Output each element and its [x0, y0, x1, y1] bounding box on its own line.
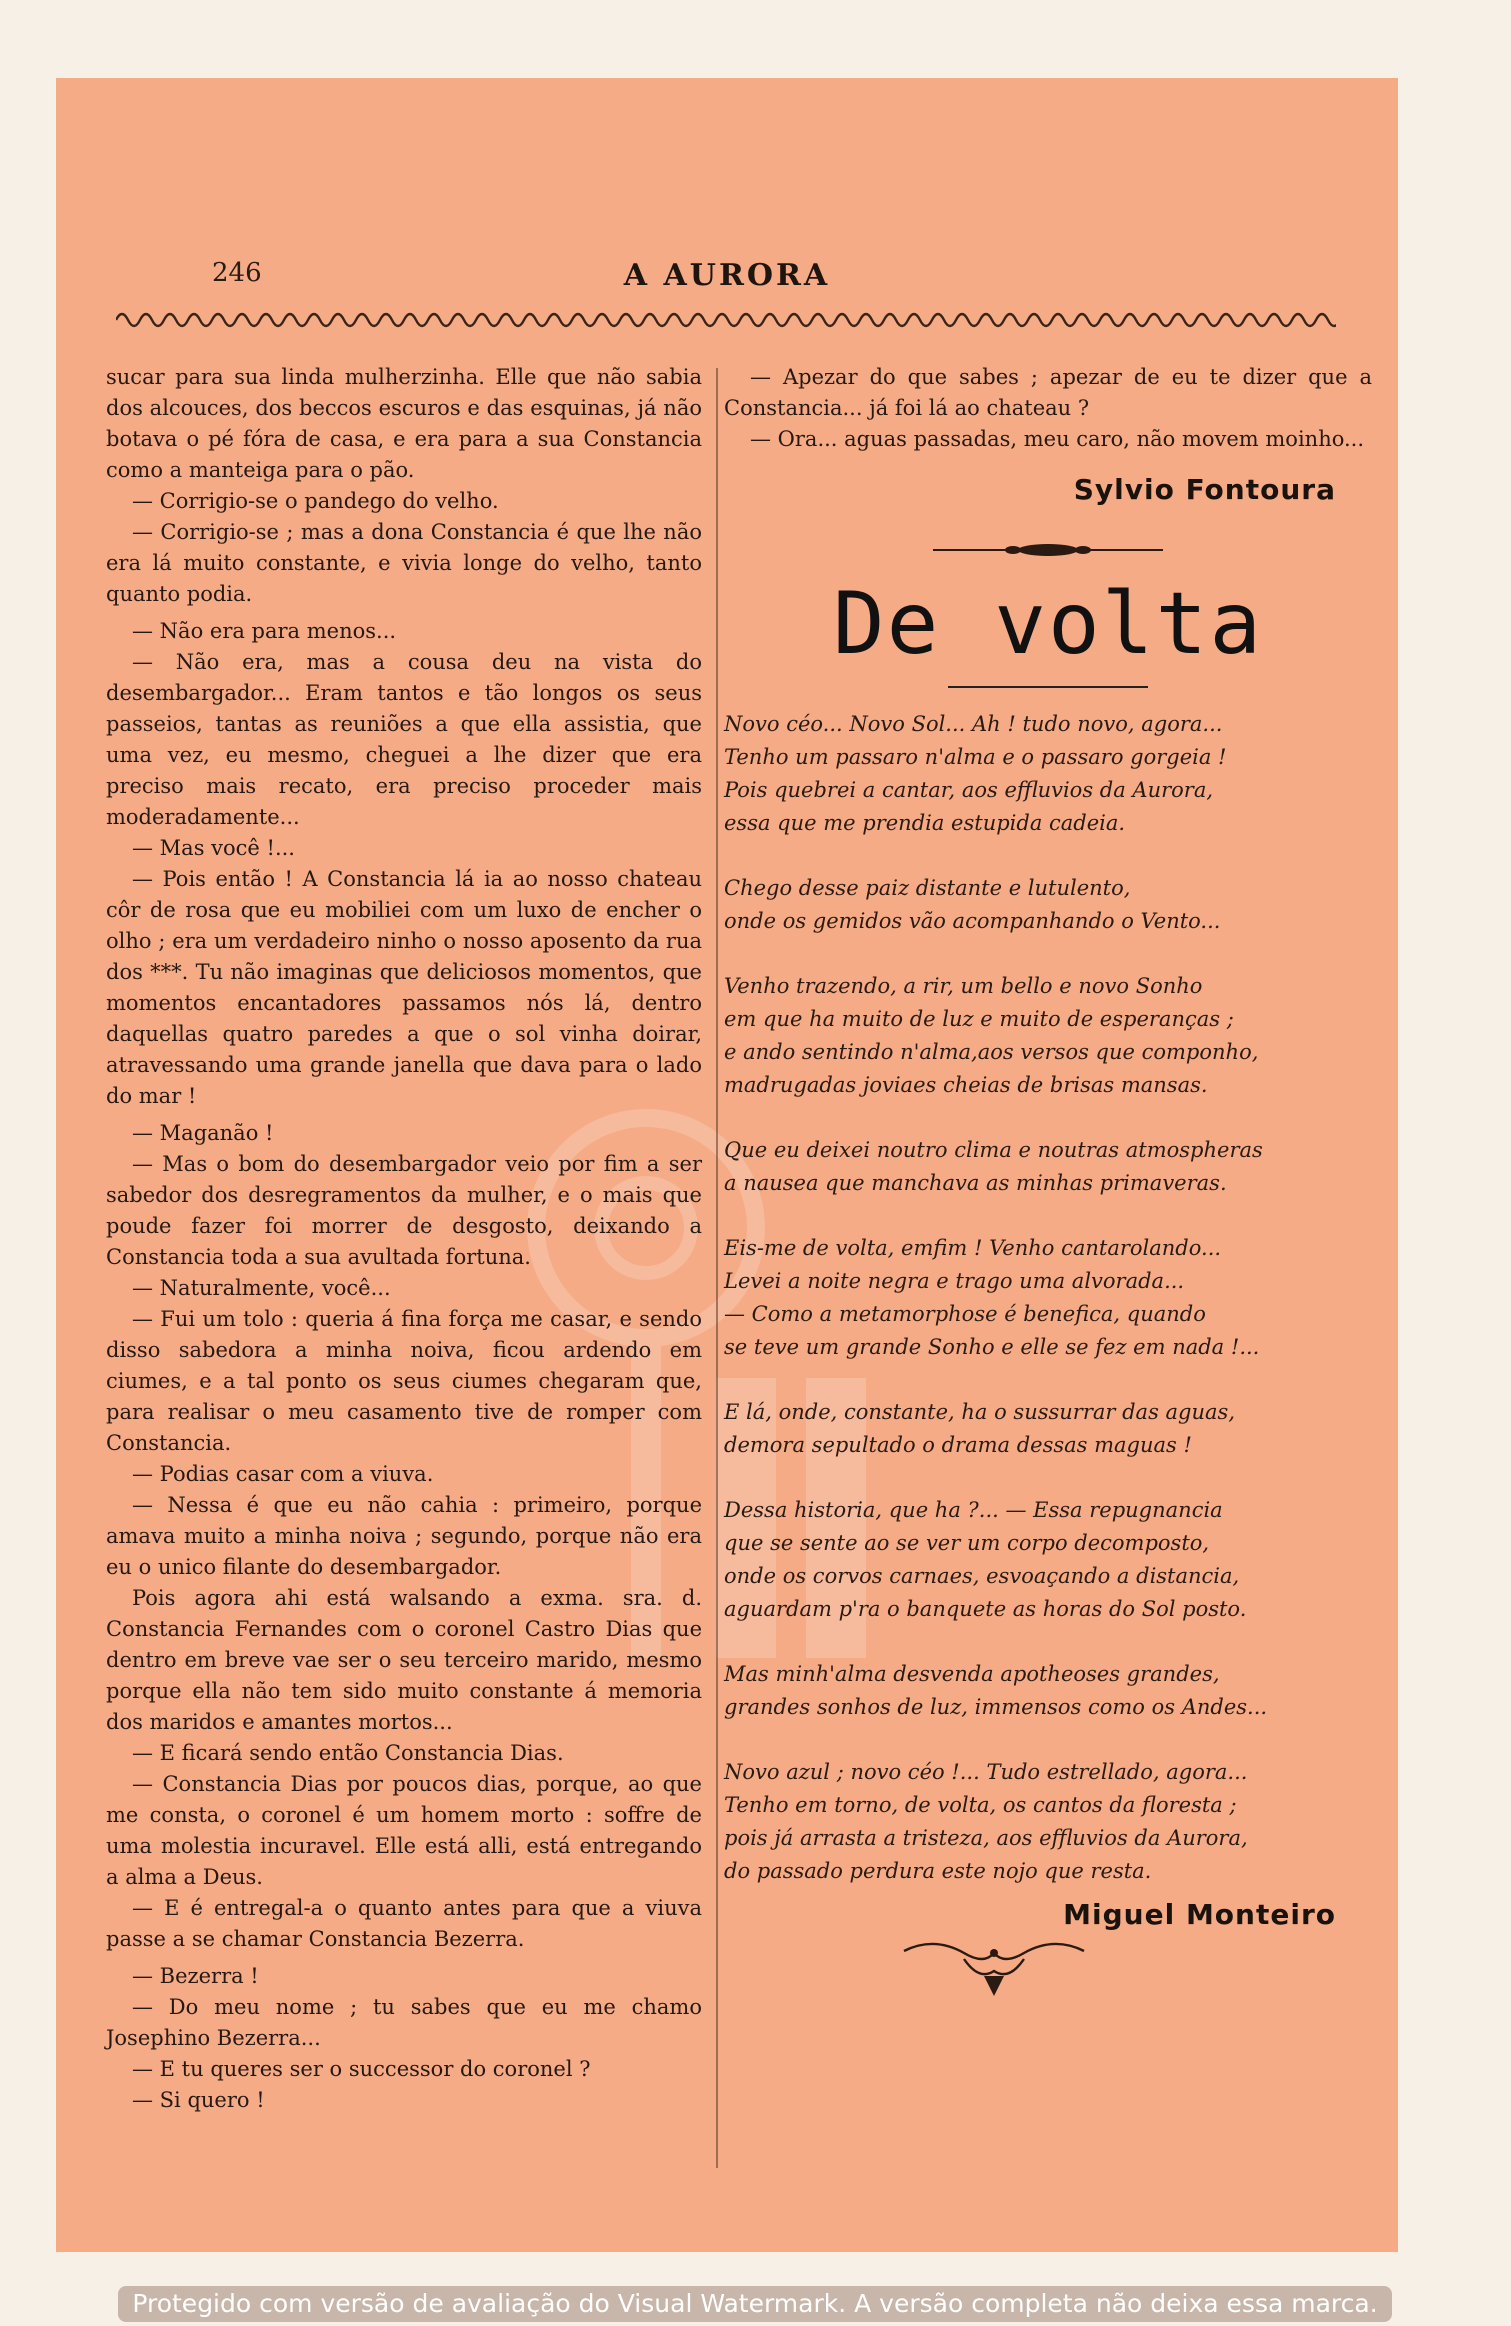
poem-line: em que ha muito de luz e muito de esperanças ;	[724, 1007, 1234, 1031]
poem-line: Eis-me de volta, emfim ! Venho cantarolando...	[724, 1236, 1222, 1260]
poem-line: E lá, onde, constante, ha o sussurrar das aguas,	[724, 1400, 1235, 1424]
poem-line: Chego desse paiz distante e lutulento,	[724, 876, 1131, 900]
poem-line: Venho trazendo, a rir, um bello e novo Sonho	[724, 974, 1203, 998]
title-underline	[948, 686, 1148, 688]
paragraph: sucar para sua linda mulherzinha. Elle que não sabia dos alcouces, dos beccos escuros e das esquinas, já não botava o pé fóra de casa, e era para a sua Constancia como a manteiga para o pão.	[106, 365, 702, 482]
poem-stanza	[724, 872, 1372, 938]
poem-line: Novo céo... Novo Sol... Ah ! tudo novo, agora...	[724, 712, 1223, 736]
left-column	[106, 362, 702, 2116]
poem-line: que se sente ao se ver um corpo decomposto,	[724, 1531, 1210, 1555]
paragraph: — E ficará sendo então Constancia Dias.	[132, 1741, 564, 1765]
poem-line: grandes sonhos de luz, immensos como os Andes...	[724, 1695, 1268, 1719]
poem-stanza	[724, 1494, 1372, 1626]
poem-line: do passado perdura este nojo que resta.	[724, 1859, 1152, 1883]
poem-stanza	[724, 1756, 1372, 1888]
paragraph: — Podias casar com a viuva.	[132, 1462, 434, 1486]
paragraph: — Não era, mas a cousa deu na vista do desembargador... Eram tantos e tão longos os seus passeios, tantas as reuniões a que ella assistia, que uma vez, eu mesmo, cheguei a lhe dizer que era preciso mais recato, era preciso proceder mais moderadamente...	[106, 650, 702, 829]
closing-flourish-ornament	[894, 1931, 1094, 2001]
wavy-ornament-rule	[116, 306, 1336, 332]
poem-line: Tenho um passaro n'alma e o passaro gorgeia !	[724, 745, 1227, 769]
paragraph: — Mas o bom do desembargador veio por fim a ser sabedor dos desregramentos da mulher, e o mais que poude fazer foi morrer de desgosto, deixando a Constancia toda a sua avultada fortuna.	[106, 1152, 702, 1269]
poem-body	[724, 708, 1372, 1888]
journal-title: A AURORA	[623, 258, 831, 293]
paragraph: — Ora... aguas passadas, meu caro, não movem moinho...	[750, 427, 1365, 451]
poem-line: onde os corvos carnaes, esvoaçando a distancia,	[724, 1564, 1240, 1588]
poem-stanza	[724, 1232, 1372, 1364]
paragraph: — Pois então ! A Constancia lá ia ao nosso chateau côr de rosa que eu mobiliei com um luxo de encher o olho ; era um verdadeiro ninho o nosso aposento da rua dos ***. Tu não imaginas que deliciosos momentos, que momentos encantadores passamos nós lá, dentro daquellas quatro paredes a que o sol vinha doirar, atravessando uma grande janella que dava para o lado do mar !	[106, 867, 702, 1108]
poem-line: Dessa historia, que ha ?... — Essa repugnancia	[724, 1498, 1223, 1522]
poem-stanza	[724, 970, 1372, 1102]
poem-line: onde os gemidos vão acompanhando o Vento...	[724, 909, 1221, 933]
newspaper-page	[56, 78, 1398, 2252]
poem-line: e ando sentindo n'alma,aos versos que componho,	[724, 1040, 1259, 1064]
paragraph: — Corrigio-se ; mas a dona Constancia é que lhe não era lá muito constante, e vivia longe do velho, tanto quanto podia.	[106, 520, 702, 606]
poem-line: Pois quebrei a cantar, aos effluvios da Aurora,	[724, 778, 1214, 802]
paragraph: — Fui um tolo : queria á fina força me casar, e sendo disso sabedora a minha noiva, ficou ardendo em ciumes, e a tal ponto os seus ciumes chegaram que, para realisar o meu casamento tive de romper com Constancia.	[106, 1307, 702, 1455]
ornamental-line-divider	[933, 542, 1163, 558]
paragraph: — Bezerra !	[132, 1964, 259, 1988]
poem-line: pois já arrasta a tristeza, aos effluvios da Aurora,	[724, 1826, 1248, 1850]
page-number: 246	[212, 258, 262, 288]
paragraph: — Do meu nome ; tu sabes que eu me chamo Josephino Bezerra...	[106, 1995, 702, 2050]
poem-line: Mas minh'alma desvenda apotheoses grandes,	[724, 1662, 1220, 1686]
column-divider	[716, 368, 718, 2168]
paragraph: — Não era para menos...	[132, 619, 397, 643]
right-column	[724, 362, 1372, 2001]
paragraph: — Si quero !	[132, 2088, 265, 2112]
poem-line: Tenho em torno, de volta, os cantos da floresta ;	[724, 1793, 1237, 1817]
paragraph: — Apezar do que sabes ; apezar de eu te dizer que a Constancia... já foi lá ao chateau ?	[724, 365, 1372, 420]
paragraph: — Nessa é que eu não cahia : primeiro, porque amava muito a minha noiva ; segundo, porque não era eu o unico filante do desembargador.	[106, 1493, 702, 1579]
poem-stanza	[724, 1658, 1372, 1724]
poem-title: De volta	[832, 574, 1264, 674]
poem-stanza	[724, 708, 1372, 840]
page-header	[56, 258, 1398, 308]
second-author-signature: Miguel Monteiro	[1063, 1898, 1336, 1931]
paragraph: — Naturalmente, você...	[132, 1276, 391, 1300]
paragraph: — Constancia Dias por poucos dias, porque, ao que me consta, o coronel é um homem morto : soffre de uma molestia incuravel. Elle está alli, está entregando a alma a Deus.	[106, 1772, 702, 1889]
watermark-notice: Protegido com versão de avaliação do Visual Watermark. A versão completa não deixa essa marca.	[118, 2286, 1392, 2322]
poem-line: madrugadas joviaes cheias de brisas mansas.	[724, 1073, 1208, 1097]
poem-line: se teve um grande Sonho e elle se fez em nada !...	[724, 1335, 1260, 1359]
first-author-signature: Sylvio Fontoura	[1073, 473, 1336, 506]
poem-line: demora sepultado o drama dessas maguas !	[724, 1433, 1192, 1457]
paragraph: — Maganão !	[132, 1121, 274, 1145]
paragraph: — Mas você !...	[132, 836, 295, 860]
poem-line: a nausea que manchava as minhas primaveras.	[724, 1171, 1227, 1195]
poem-line: — Como a metamorphose é benefica, quando	[724, 1302, 1206, 1326]
poem-line: Novo azul ; novo céo !... Tudo estrellado, agora...	[724, 1760, 1248, 1784]
poem-stanza	[724, 1134, 1372, 1200]
poem-line: essa que me prendia estupida cadeia.	[724, 811, 1126, 835]
poem-line: Que eu deixei noutro clima e noutras atmospheras	[724, 1138, 1263, 1162]
paragraph: — Corrigio-se o pandego do velho.	[132, 489, 499, 513]
paragraph: Pois agora ahi está walsando a exma. sra. d. Constancia Fernandes com o coronel Castro Dias que dentro em breve vae ser o seu terceiro marido, mesmo porque ella não tem sido muito constante á memoria dos maridos e amantes mortos...	[106, 1586, 702, 1734]
dialogue-ending	[724, 362, 1372, 455]
paragraph: — E é entregal-a o quanto antes para que a viuva passe a se chamar Constancia Bezerra.	[106, 1896, 702, 1951]
poem-line: Levei a noite negra e trago uma alvorada...	[724, 1269, 1185, 1293]
paragraph: — E tu queres ser o successor do coronel ?	[132, 2057, 591, 2081]
poem-line: aguardam p'ra o banquete as horas do Sol posto.	[724, 1597, 1247, 1621]
poem-stanza	[724, 1396, 1372, 1462]
